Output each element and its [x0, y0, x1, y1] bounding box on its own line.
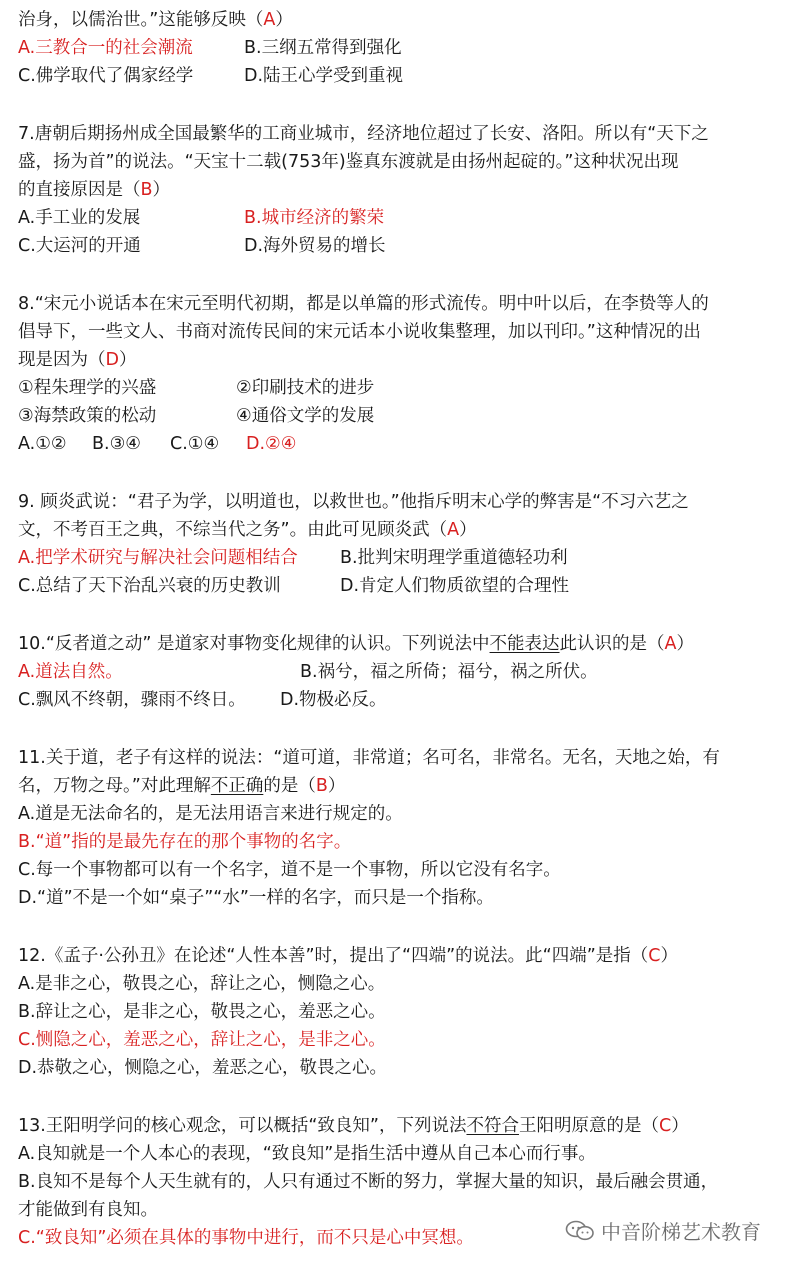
q13-option-a: A.良知就是一个人本心的表现，“致良知”是指生活中遵从自己本心而行事。 [18, 1144, 596, 1164]
q11-option-d: D.“道”不是一个如“桌子”“水”一样的名字，而只是一个指称。 [18, 888, 494, 908]
q9-options-row2 [18, 572, 778, 600]
q6-option-a: A.三教合一的社会潮流 [18, 38, 193, 58]
q6-options-row2 [18, 62, 778, 90]
q8-item-2: ②印刷技术的进步 [236, 378, 375, 398]
q13-option-b-line2: 才能做到有良知。 [18, 1200, 158, 1220]
q8-item-3: ③海禁政策的松动 [18, 406, 157, 426]
q7-option-d: D.海外贸易的增长 [244, 236, 386, 256]
q12-answer: C [648, 946, 661, 966]
q8-item-4: ④通俗文学的发展 [236, 406, 375, 426]
q11-option-c: C.每一个事物都可以有一个名字，道不是一个事物，所以它没有名字。 [18, 860, 561, 880]
q8-items-row1 [18, 374, 778, 402]
q12-stem: 12.《孟子·公孙丑》在论述“人性本善”时，提出了“四端”的说法。此“四端”是指（C） [18, 946, 679, 966]
q10-option-a: A.道法自然。 [18, 662, 123, 682]
q8-stem-line3: 现是因为（D） [18, 350, 137, 370]
wechat-official-account-icon [565, 1220, 595, 1242]
q13-answer: C [658, 1116, 672, 1136]
watermark [565, 1216, 761, 1245]
q12-option-a: A.是非之心，敬畏之心，辞让之心，恻隐之心。 [18, 974, 386, 994]
q11-option-a: A.道是无法命名的，是无法用语言来进行规定的。 [18, 804, 403, 824]
q8-option-a: A.①② [18, 434, 67, 454]
q11-option-b: B.“道”指的是最先存在的那个事物的名字。 [18, 832, 352, 852]
q9-answer: A [447, 520, 460, 540]
q10-stem: 10.“反者道之动” 是道家对事物变化规律的认识。下列说法中不能表达此认识的是（A） [18, 634, 695, 654]
q13-underlined-phrase: 不符合 [466, 1116, 519, 1136]
q10-option-c: C.飘风不终朝，骤雨不终日。 [18, 690, 246, 710]
q9-stem-line1: 9. 顾炎武说：“君子为学，以明道也，以救世也。”他指斥明末心学的弊害是“不习六艺之 [18, 492, 689, 512]
q12-option-d: D.恭敬之心，恻隐之心，羞恶之心，敬畏之心。 [18, 1058, 388, 1078]
q10-answer: A [664, 634, 677, 654]
q8-item-1: ①程朱理学的兴盛 [18, 378, 157, 398]
q9-option-d: D.肯定人们物质欲望的合理性 [340, 576, 570, 596]
q9-stem-line2: 文，不考百王之典，不综当代之务”。由此可见顾炎武（A） [18, 520, 477, 540]
q7-stem-line1: 7.唐朝后期扬州成全国最繁华的工商业城市，经济地位超过了长安、洛阳。所以有“天下之 [18, 124, 709, 144]
q6-option-c: C.佛学取代了偶家经学 [18, 66, 194, 86]
q9-options-row1 [18, 544, 778, 572]
q6-option-d: D.陆王心学受到重视 [244, 66, 404, 86]
q10-options-row2 [18, 686, 778, 714]
q9-option-a: A.把学术研究与解决社会问题相结合 [18, 548, 298, 568]
q8-stem-line2: 倡导下，一些文人、书商对流传民间的宋元话本小说收集整理，加以刊印。”这种情况的出 [18, 322, 701, 342]
q13-stem: 13.王阳明学问的核心观念，可以概括“致良知”，下列说法不符合王阳明原意的是（C） [18, 1116, 689, 1136]
q8-options-row [18, 430, 778, 458]
q8-items-row2 [18, 402, 778, 430]
q10-option-d: D.物极必反。 [280, 690, 387, 710]
q11-underlined-phrase: 不正确 [210, 776, 264, 796]
exam-page [18, 6, 778, 1252]
q7-options-row2 [18, 232, 778, 260]
q6-answer: A [263, 10, 276, 30]
q11-stem-line1: 11.关于道，老子有这样的说法：“道可道，非常道；名可名，非常名。无名，天地之始，有 [18, 748, 720, 768]
q7-stem-line3: 的直接原因是（B） [18, 180, 171, 200]
q6-options-row1 [18, 34, 778, 62]
q10-options-row1 [18, 658, 778, 686]
q11-stem-line2: 名，万物之母。”对此理解不正确的是（B） [18, 776, 346, 796]
q6-option-b: B.三纲五常得到强化 [244, 38, 402, 58]
q10-option-b: B.祸兮，福之所倚；福兮，祸之所伏。 [300, 662, 598, 682]
q8-stem-line1: 8.“宋元小说话本在宋元至明代初期，都是以单篇的形式流传。明中叶以后，在李贽等人的 [18, 294, 709, 314]
q7-option-c: C.大运河的开通 [18, 236, 141, 256]
q8-option-c: C.①④ [170, 434, 220, 454]
q12-option-b: B.辞让之心，是非之心，敬畏之心，羞恶之心。 [18, 1002, 386, 1022]
q7-option-b: B.城市经济的繁荣 [244, 208, 385, 228]
q8-option-d: D.②④ [246, 434, 297, 454]
q8-option-b: B.③④ [92, 434, 141, 454]
q8-answer: D [105, 350, 119, 370]
q6-stem: 治身，以儒治世。”这能够反映（A） [18, 10, 293, 30]
q7-answer: B [140, 180, 153, 200]
q9-option-b: B.批判宋明理学重道德轻功利 [340, 548, 568, 568]
q11-answer: B [315, 776, 328, 796]
q7-stem-line2: 盛，扬为首”的说法。“天宝十二载(753年)鉴真东渡就是由扬州起碇的。”这种状况出现 [18, 152, 679, 172]
q9-option-c: C.总结了天下治乱兴衰的历史教训 [18, 576, 281, 596]
q7-options-row1 [18, 204, 778, 232]
q7-option-a: A.手工业的发展 [18, 208, 141, 228]
q12-option-c: C.恻隐之心，羞恶之心，辞让之心，是非之心。 [18, 1030, 386, 1050]
q10-underlined-phrase: 不能表达 [489, 634, 560, 654]
watermark-text: 中音阶梯艺术教育 [601, 1220, 761, 1244]
q13-option-b-line1: B.良知不是每个人天生就有的，人只有通过不断的努力，掌握大量的知识，最后融会贯通， [18, 1172, 719, 1192]
q13-option-c: C.“致良知”必须在具体的事物中进行，而不只是心中冥想。 [18, 1228, 474, 1248]
